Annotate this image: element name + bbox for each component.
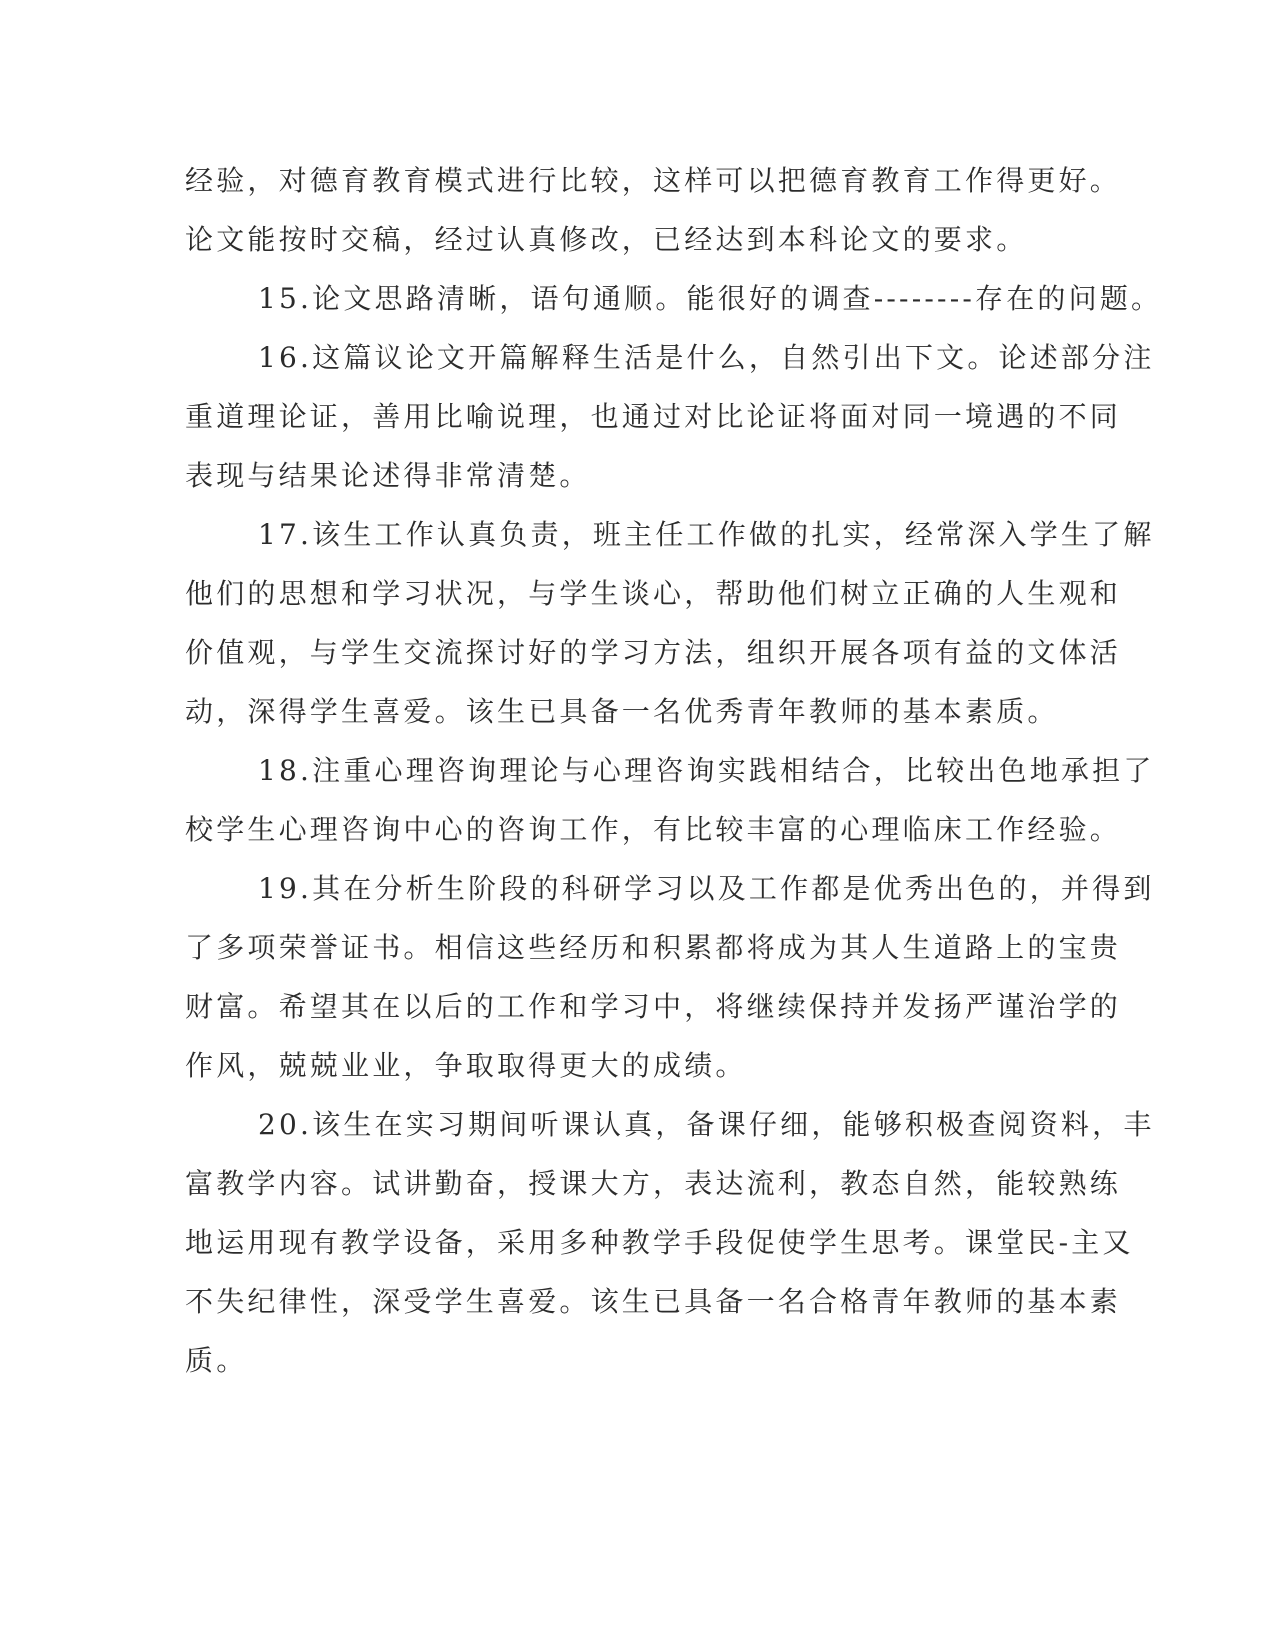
text-line: 财富。希望其在以后的工作和学习中，将继续保持并发扬严谨治学的 bbox=[185, 990, 1122, 1023]
text-line: 了多项荣誉证书。相信这些经历和积累都将成为其人生道路上的宝贵 bbox=[185, 931, 1122, 964]
text-line: 不失纪律性，深受学生喜爱。该生已具备一名合格青年教师的基本素 bbox=[185, 1285, 1122, 1318]
text-line: 地运用现有教学设备，采用多种教学手段促使学生思考。课堂民-主又 bbox=[185, 1226, 1134, 1259]
text-line: 15.论文思路清晰，语句通顺。能很好的调查--------存在的问题。 bbox=[258, 282, 1163, 315]
text-line: 动，深得学生喜爱。该生已具备一名优秀青年教师的基本素质。 bbox=[185, 695, 1059, 728]
text-line: 经验，对德育教育模式进行比较，这样可以把德育教育工作得更好。 bbox=[185, 164, 1122, 197]
text-line: 19.其在分析生阶段的科研学习以及工作都是优秀出色的，并得到 bbox=[258, 872, 1155, 905]
text-line: 富教学内容。试讲勤奋，授课大方，表达流利，教态自然，能较熟练 bbox=[185, 1167, 1122, 1200]
text-line: 他们的思想和学习状况，与学生谈心，帮助他们树立正确的人生观和 bbox=[185, 577, 1122, 610]
text-line: 价值观，与学生交流探讨好的学习方法，组织开展各项有益的文体活 bbox=[185, 636, 1122, 669]
text-line: 17.该生工作认真负责，班主任工作做的扎实，经常深入学生了解 bbox=[258, 518, 1155, 551]
text-line: 作风，兢兢业业，争取取得更大的成绩。 bbox=[185, 1049, 747, 1082]
text-line: 18.注重心理咨询理论与心理咨询实践相结合，比较出色地承担了 bbox=[258, 754, 1155, 787]
text-line: 16.这篇议论文开篇解释生活是什么，自然引出下文。论述部分注 bbox=[258, 341, 1155, 374]
text-line: 校学生心理咨询中心的咨询工作，有比较丰富的心理临床工作经验。 bbox=[185, 813, 1122, 846]
text-line: 重道理论证，善用比喻说理，也通过对比论证将面对同一境遇的不同 bbox=[185, 400, 1122, 433]
text-line: 20.该生在实习期间听课认真，备课仔细，能够积极查阅资料，丰 bbox=[258, 1108, 1155, 1141]
text-line: 质。 bbox=[185, 1344, 248, 1377]
text-line: 表现与结果论述得非常清楚。 bbox=[185, 459, 591, 492]
text-line: 论文能按时交稿，经过认真修改，已经达到本科论文的要求。 bbox=[185, 223, 1028, 256]
